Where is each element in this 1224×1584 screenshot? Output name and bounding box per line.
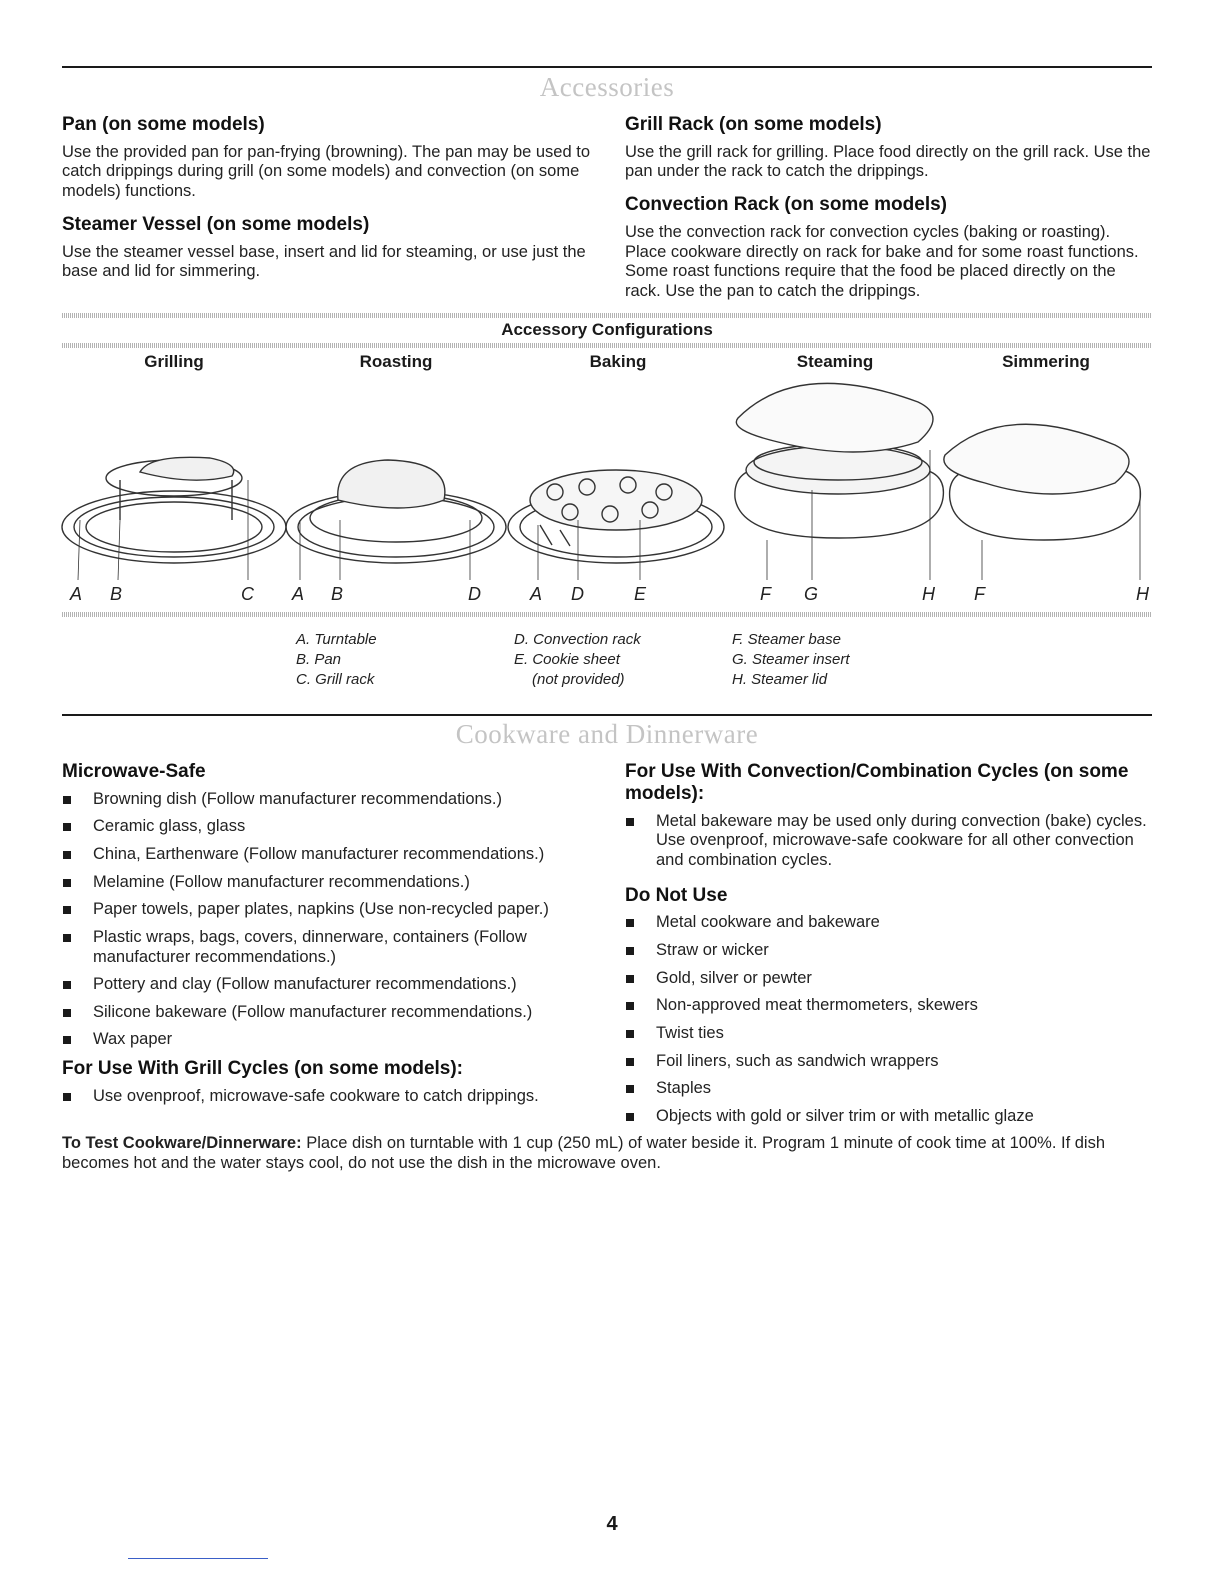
legend-item: H. Steamer lid	[732, 671, 828, 688]
list-item: Objects with gold or silver trim or with metallic glaze	[625, 1107, 1152, 1127]
list-item: Metal cookware and bakeware	[625, 913, 1152, 933]
do-not-use-heading: Do Not Use	[625, 884, 728, 906]
test-cookware-note	[62, 1133, 1152, 1173]
footer-line	[128, 1558, 268, 1559]
legend-item: B. Pan	[296, 651, 342, 668]
steaming-illustration	[735, 383, 944, 580]
label-f: F	[760, 584, 771, 604]
pan-text: Use the provided pan for pan-frying (browning). The pan may be used to catch drippings during grill (on some models) and convection (on some models) functions.	[62, 142, 590, 201]
config-top-hatch	[62, 313, 1152, 318]
steamer-text: Use the steamer vessel base, insert and lid for steaming, or use just the base and lid for simmering.	[62, 242, 586, 281]
list-item: Melamine (Follow manufacturer recommendations.)	[62, 873, 592, 893]
list-item: Foil liners, such as sandwich wrappers	[625, 1052, 1152, 1072]
legend-column-3	[732, 630, 850, 690]
list-item: Staples	[625, 1079, 1152, 1099]
page-number: 4	[606, 1513, 618, 1535]
accessories-left-column	[62, 114, 592, 294]
list-item: Straw or wicker	[625, 941, 1152, 961]
accessory-configurations-illustration	[0, 370, 1224, 585]
list-item: Plastic wraps, bags, covers, dinnerware, containers (Follow manufacturer recommendations.)	[62, 928, 592, 967]
convection-cycles-heading: For Use With Convection/Combination Cycles (on some models):	[625, 761, 1129, 804]
roasting-illustration	[286, 460, 506, 580]
list-item: Twist ties	[625, 1024, 1152, 1044]
config-mid-hatch	[62, 343, 1152, 348]
test-cookware-text: Place dish on turntable with 1 cup (250 mL) of water beside it. Program 1 minute of cook time at 100%. If dish becomes hot and the water stays cool, do not use the dish in the microwave oven.	[62, 1134, 1106, 1173]
config-label-roasting: Roasting	[359, 352, 433, 371]
cookware-top-rule	[62, 714, 1152, 716]
label-h: H	[1136, 584, 1149, 604]
legend-item: D. Convection rack	[514, 631, 641, 648]
list-item: Ceramic glass, glass	[62, 817, 592, 837]
convection-rack-heading: Convection Rack (on some models)	[625, 194, 948, 216]
label-f: F	[974, 584, 985, 604]
legend-column-2	[514, 630, 641, 690]
list-item: Silicone bakeware (Follow manufacturer recommendations.)	[62, 1003, 592, 1023]
label-c: C	[241, 584, 254, 604]
label-h: H	[922, 584, 935, 604]
legend-item: E. Cookie sheet	[514, 651, 620, 668]
list-item: Wax paper	[62, 1030, 592, 1050]
microwave-safe-list	[62, 790, 592, 1050]
accessories-right-column	[625, 114, 1152, 313]
label-g: G	[804, 584, 819, 604]
convection-cycles-list	[625, 812, 1152, 871]
label-e: E	[634, 584, 647, 604]
list-item: Browning dish (Follow manufacturer recommendations.)	[62, 790, 592, 810]
label-a: A	[70, 584, 83, 604]
grill-rack-heading: Grill Rack (on some models)	[625, 114, 882, 135]
steamer-heading: Steamer Vessel (on some models)	[62, 213, 370, 235]
legend-item: F. Steamer base	[732, 631, 841, 648]
config-title: Accessory Configurations	[501, 320, 713, 339]
grill-rack-text: Use the grill rack for grilling. Place food directly on the grill rack. Use the pan under the rack to catch the drippings.	[625, 142, 1151, 181]
legend-item: A. Turntable	[296, 631, 377, 648]
grill-cycles-list	[62, 1087, 592, 1107]
simmering-illustration	[944, 424, 1141, 580]
cookware-right-column	[625, 761, 1152, 1134]
baking-illustration	[508, 470, 724, 580]
microwave-safe-heading: Microwave-Safe	[62, 761, 206, 782]
label-b: B	[331, 584, 344, 604]
label-d: D	[571, 584, 584, 604]
list-item: Pottery and clay (Follow manufacturer recommendations.)	[62, 975, 592, 995]
config-label-steaming: Steaming	[796, 352, 874, 371]
list-item: Metal bakeware may be used only during convection (bake) cycles. Use ovenproof, microwave-safe cookware for all other convection and combination cycles.	[625, 812, 1152, 871]
legend-item: C. Grill rack	[296, 671, 375, 688]
config-label-grilling: Grilling	[144, 352, 204, 371]
test-cookware-label: To Test Cookware/Dinnerware:	[62, 1134, 302, 1152]
pan-heading: Pan (on some models)	[62, 114, 265, 135]
list-item: China, Earthenware (Follow manufacturer recommendations.)	[62, 845, 592, 865]
label-b: B	[110, 584, 123, 604]
legend-item: G. Steamer insert	[732, 651, 850, 668]
accessories-title: Accessories	[539, 72, 675, 102]
list-item: Gold, silver or pewter	[625, 969, 1152, 989]
convection-rack-text: Use the convection rack for convection cycles (baking or roasting). Place cookware directly on rack for bake and for some roast functions. Some roast functions require that the food be placed directly on the rack. Use the pan to catch the drippings.	[625, 222, 1139, 300]
config-label-simmering: Simmering	[1002, 352, 1090, 371]
label-a: A	[292, 584, 305, 604]
accessories-top-rule	[62, 66, 1152, 68]
label-d: D	[468, 584, 481, 604]
list-item: Paper towels, paper plates, napkins (Use non-recycled paper.)	[62, 900, 592, 920]
config-bottom-hatch	[62, 612, 1152, 617]
do-not-use-list	[625, 913, 1152, 1126]
legend-item: (not provided)	[532, 671, 625, 688]
list-item: Use ovenproof, microwave-safe cookware to catch drippings.	[62, 1087, 592, 1107]
grilling-illustration	[62, 457, 286, 580]
cookware-left-column	[62, 761, 592, 1115]
list-item: Non-approved meat thermometers, skewers	[625, 996, 1152, 1016]
legend-column-1	[296, 630, 377, 690]
config-label-baking: Baking	[589, 352, 647, 371]
label-a: A	[530, 584, 543, 604]
cookware-title: Cookware and Dinnerware	[455, 719, 759, 749]
grill-cycles-heading: For Use With Grill Cycles (on some models):	[62, 1058, 464, 1080]
